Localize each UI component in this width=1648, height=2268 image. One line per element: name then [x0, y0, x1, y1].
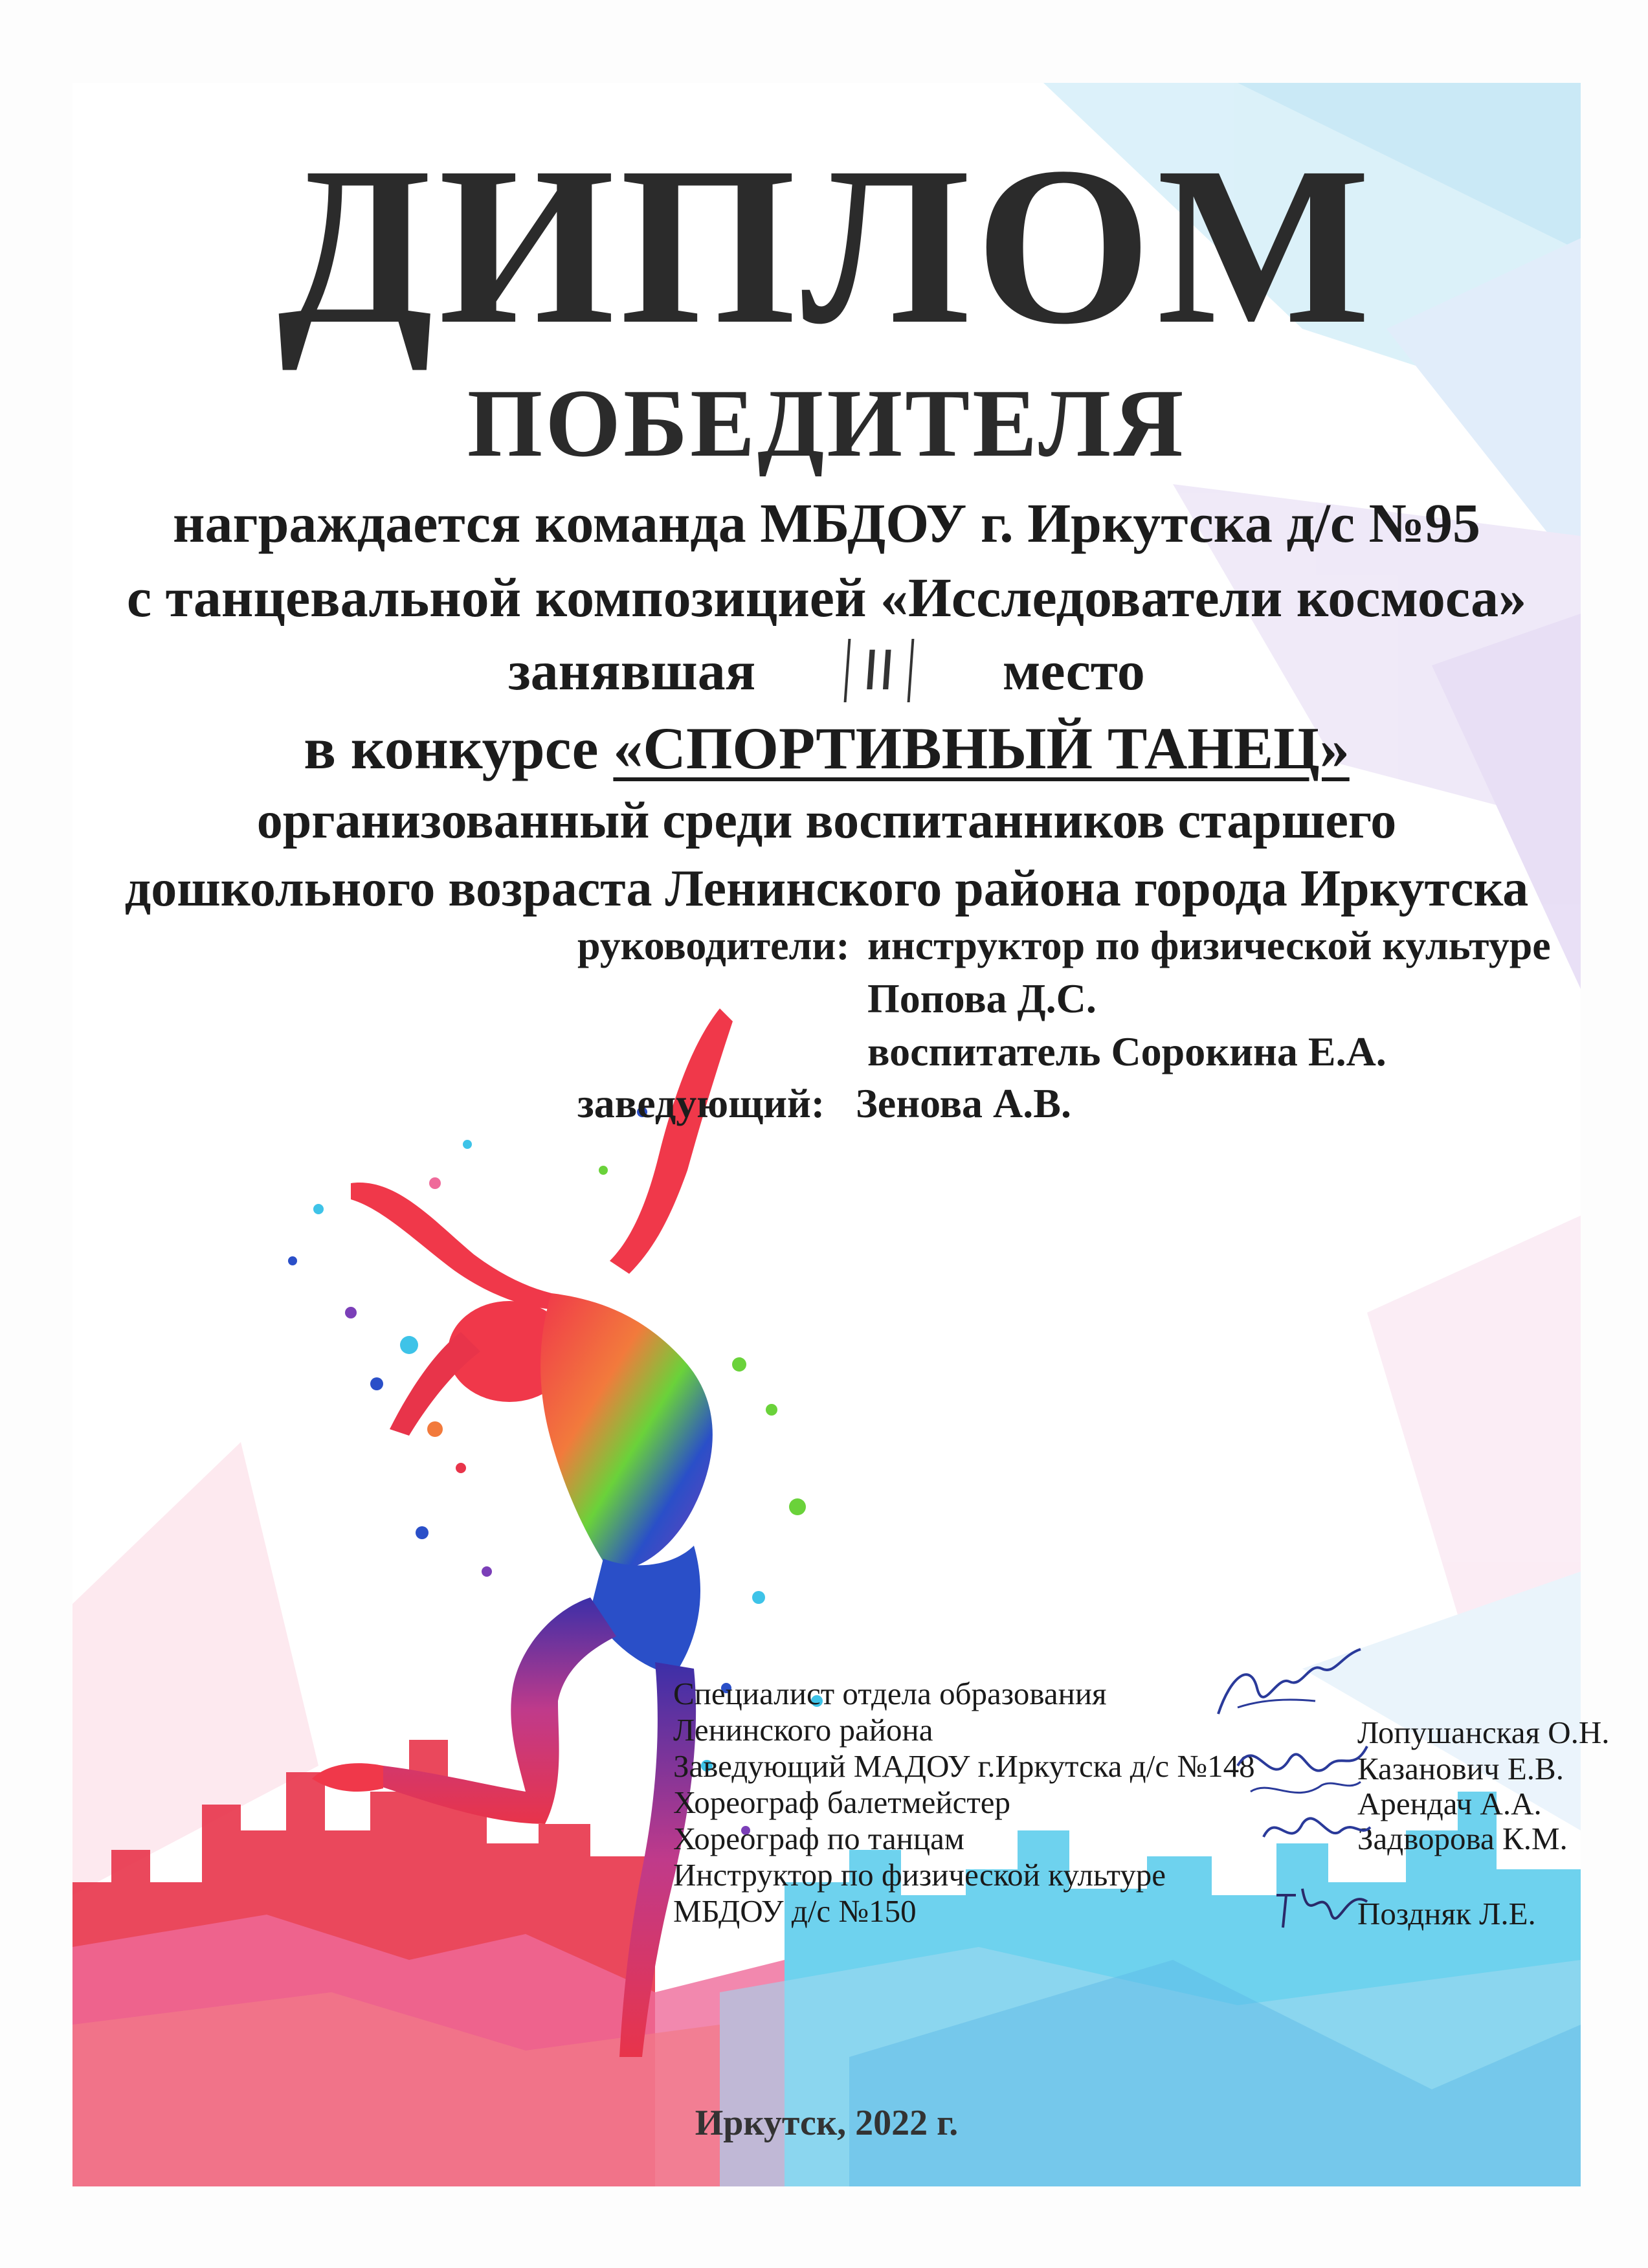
signatory-name: Лопушанская О.Н.: [1357, 1715, 1610, 1750]
signature-4: [1270, 1869, 1374, 1940]
signatory-position: Хореограф балетмейстер: [673, 1784, 1011, 1820]
footer-city-year: Иркутск, 2022 г.: [695, 2103, 959, 2143]
signatory-position: Специалист отдела образования: [673, 1676, 1107, 1711]
signature-3: [1257, 1798, 1374, 1863]
leader-role-1: инструктор по физической культуре: [867, 922, 1551, 968]
leader-2: воспитатель Сорокина Е.А.: [867, 1028, 1386, 1074]
signatory-name: Арендач А.А.: [1357, 1786, 1542, 1821]
award-line-composition: с танцевальной композицией «Исследователи космоса»: [126, 566, 1527, 628]
leader-name-1: Попова Д.С.: [867, 975, 1097, 1021]
diploma-title: ДИПЛОМ: [277, 120, 1376, 371]
signatory-name: Задворова К.М.: [1357, 1821, 1568, 1856]
signatory-position: МБДОУ д/с №150: [673, 1893, 917, 1929]
signatory-name: Казанович Е.В.: [1357, 1751, 1564, 1786]
signatory-position: Инструктор по физической культуре: [673, 1857, 1166, 1893]
signatory-position: Ленинского района: [673, 1712, 933, 1748]
place-suffix: место: [1002, 639, 1145, 702]
head-name: Зенова А.В.: [856, 1080, 1071, 1126]
diploma-sheet: [72, 83, 1610, 2186]
signatory-name: Поздняк Л.Е.: [1357, 1896, 1536, 1931]
contest-prefix: в конкурсе: [304, 715, 599, 781]
signatory-position: Заведующий МАДОУ г.Иркутска д/с №148: [673, 1748, 1255, 1784]
leaders-label: руководители:: [577, 922, 850, 968]
place-value: II: [844, 639, 914, 702]
contest-name: «СПОРТИВНЫЙ ТАНЕЦ»: [613, 715, 1350, 781]
place-prefix: занявшая: [508, 639, 756, 702]
signatory-position: Хореограф по танцам: [673, 1821, 964, 1856]
award-line-contest: [72, 714, 1581, 783]
award-line-organized: организованный среди воспитанников старшего: [256, 792, 1397, 849]
head-label: заведующий:: [577, 1080, 825, 1126]
diploma-subtitle: ПОБЕДИТЕЛЯ: [467, 370, 1186, 477]
award-line-team: награждается команда МБДОУ г. Иркутска д/с №95: [173, 492, 1480, 554]
award-line-district: дошкольного возраста Ленинского района города Иркутска: [124, 860, 1529, 917]
award-line-place: [72, 638, 1581, 703]
